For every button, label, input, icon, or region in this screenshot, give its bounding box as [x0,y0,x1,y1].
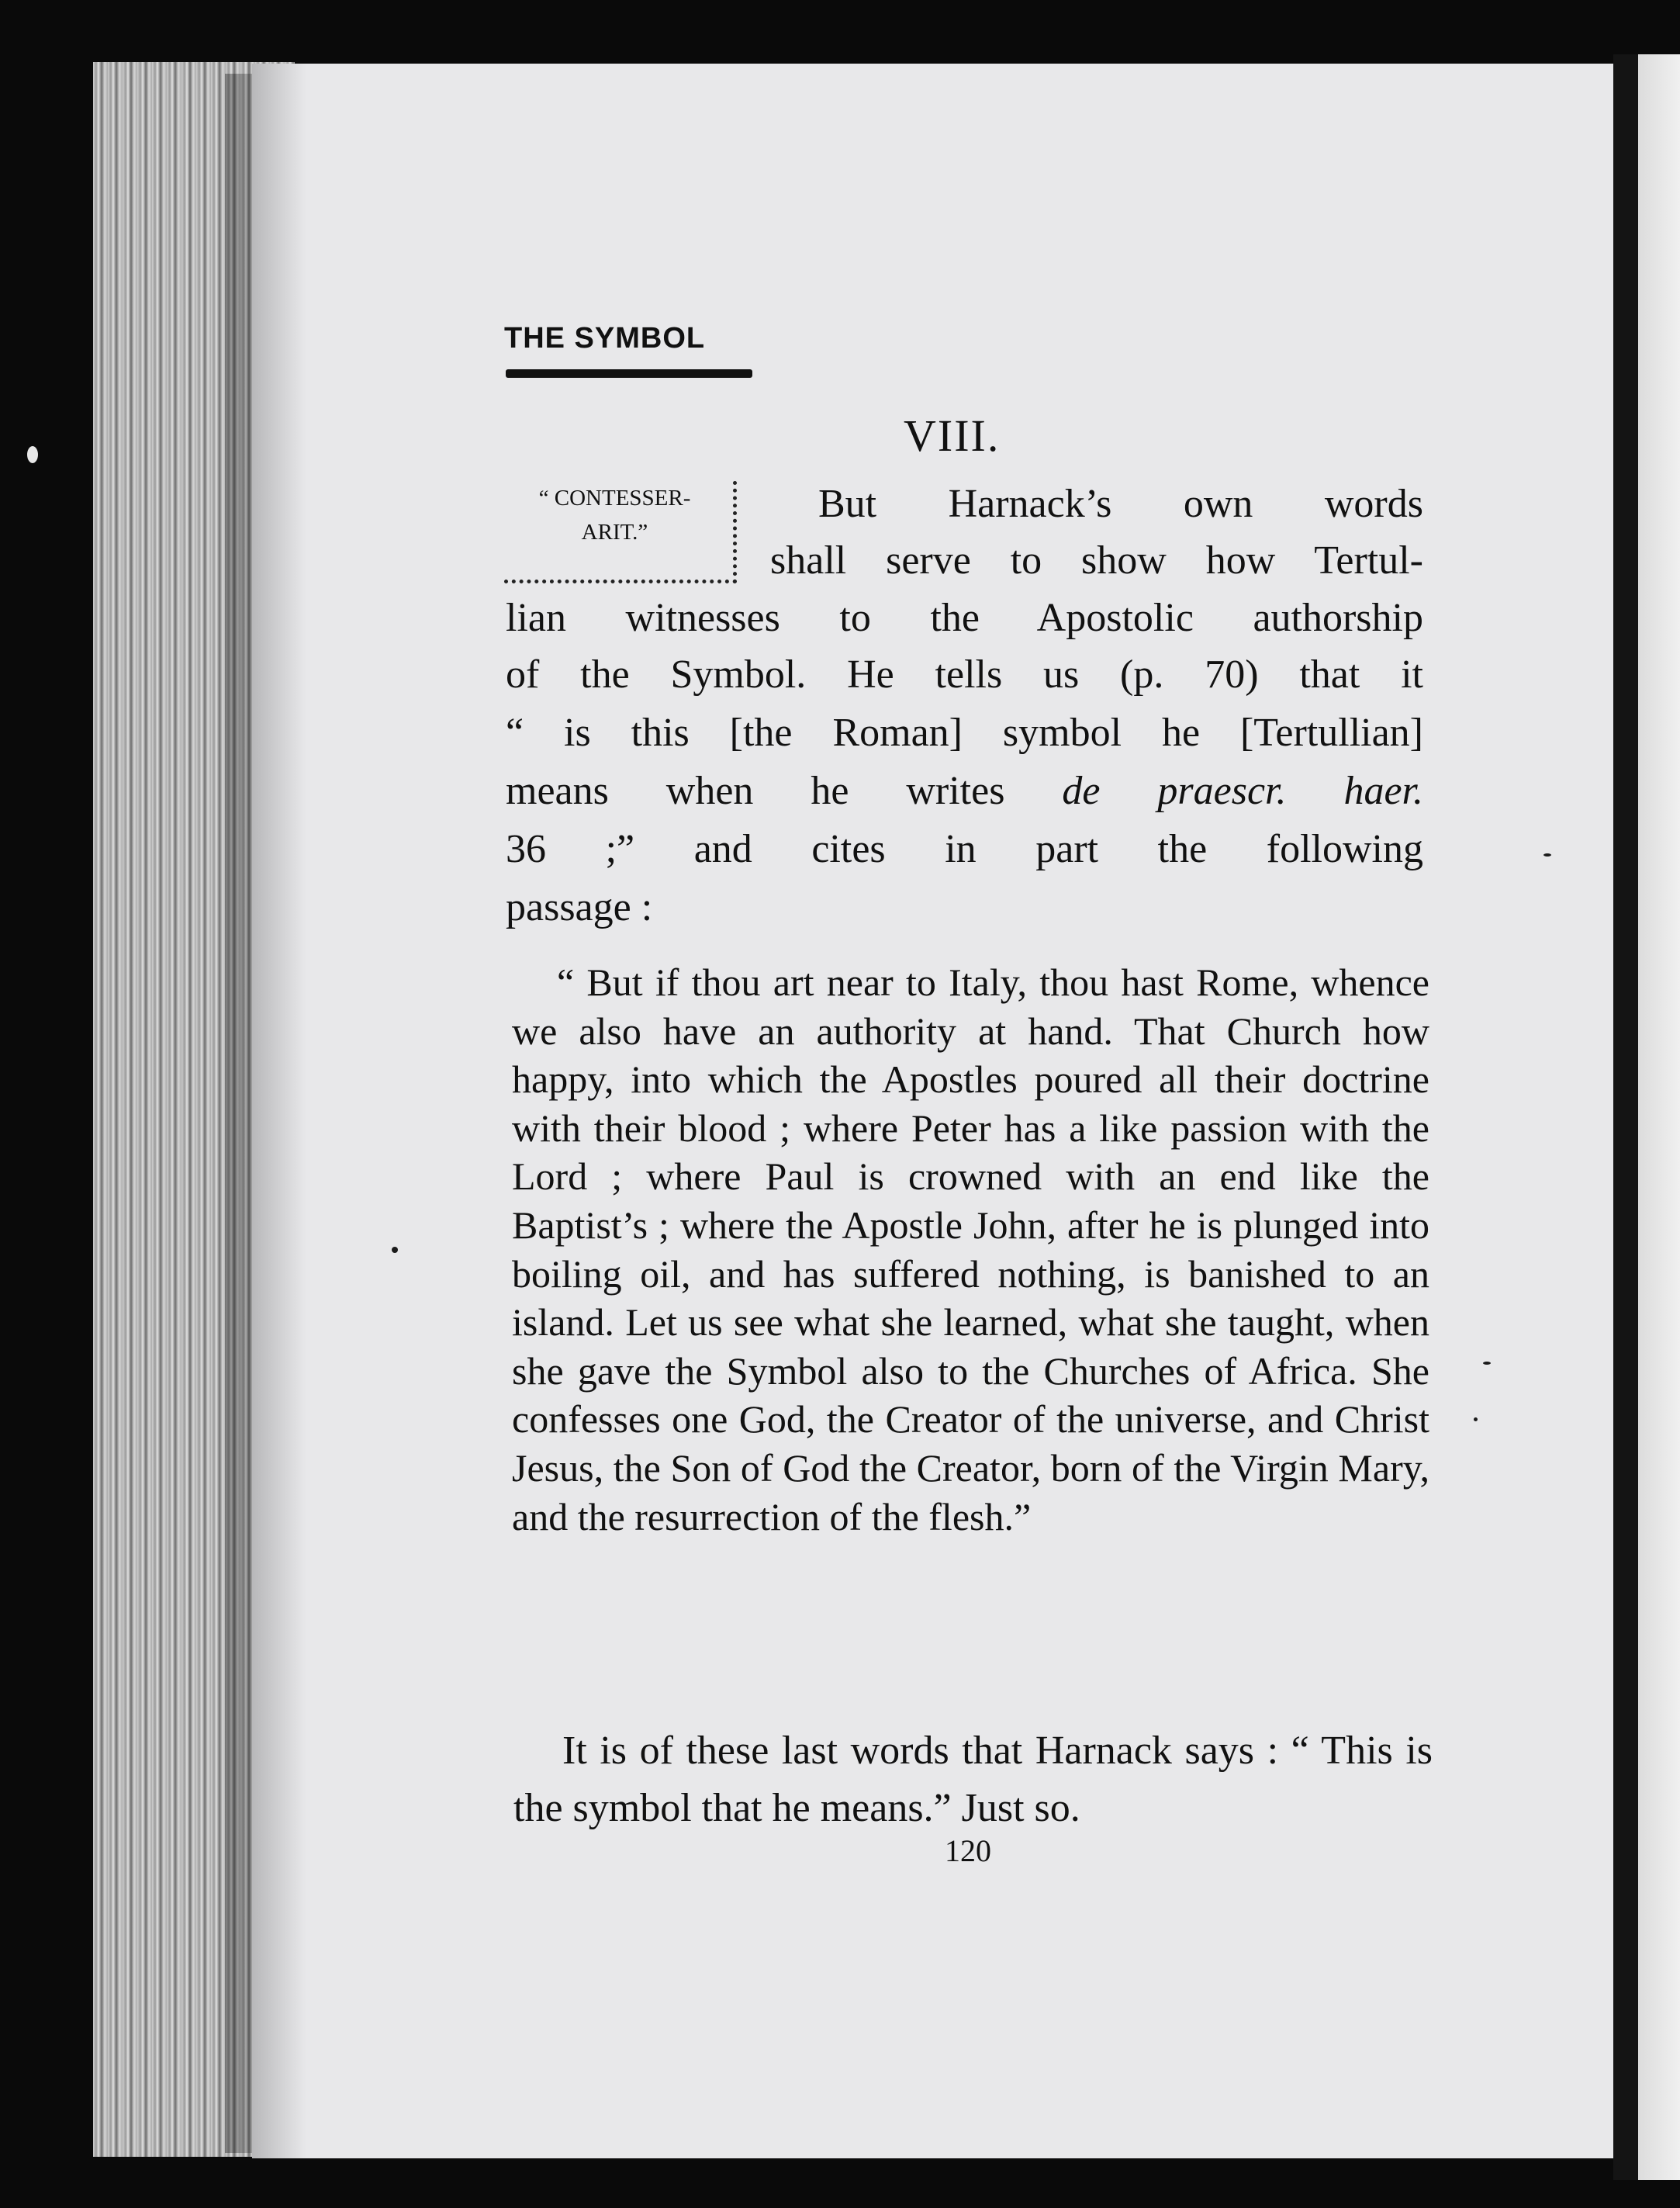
paragraph-line: “ is this [the Roman] symbol he [Tertullian] [506,711,1423,755]
block-quotation [512,958,1429,1541]
paragraph-text: means when he writes [506,769,1005,813]
scan-speck [27,446,38,463]
section-number: VIII. [904,410,1001,461]
scan-speck [392,1247,398,1253]
running-head: THE SYMBOL [504,322,706,355]
paragraph-line: shall serve to show how Tertul- [770,538,1423,583]
closing-text: It is of these last words that Harnack says : “ This is the symbol that he means.” Just so. [513,1729,1433,1830]
citation-italic: de praescr. haer. [1062,769,1423,813]
paragraph-line: passage : [506,885,653,929]
paragraph-line: of the Symbol. He tells us (p. 70) that it [506,652,1423,697]
paragraph-line: lian witnesses to the Apostolic authorship [506,596,1423,640]
margin-note [504,481,737,583]
scan-speck [1474,1417,1478,1421]
quotation-text: “ But if thou art near to Italy, thou hast Rome, whence we also have an authority at hand. That Church how happy, into which the Apostles poured all their doctrine with their blood ; where Peter has a like passion with the Lord ; where Paul is crowned with an end like the Baptist’s ; where the Apostle John, after he is plunged into boiling oil, and has suffered nothing, is banished to an island. Let us see what she learned, what she taught, when she gave the Symbol also to the Churches of Africa. She confesses one God, the Creator of the universe, and Christ Jesus, the Son of God the Creator, born of the Virgin Mary, and the resurrection of the flesh.” [512,960,1429,1538]
page-number: 120 [945,1833,991,1868]
facing-page-sliver [1638,54,1680,2180]
page-gutter-shadow [252,64,306,2158]
margin-note-line2: ARIT.” [581,520,648,545]
binding-edge [1613,54,1638,2180]
closing-paragraph [513,1722,1433,1837]
paragraph-line: 36 ;” and cites in part the following [506,827,1423,871]
scan-speck [1483,1362,1491,1365]
scan-speck [1543,853,1551,857]
margin-note-line1: “ CONTESSER- [538,486,691,510]
paragraph-line: But Harnack’s own words [818,482,1423,526]
paragraph-line-with-citation [506,768,1423,814]
running-head-rule [506,369,752,378]
